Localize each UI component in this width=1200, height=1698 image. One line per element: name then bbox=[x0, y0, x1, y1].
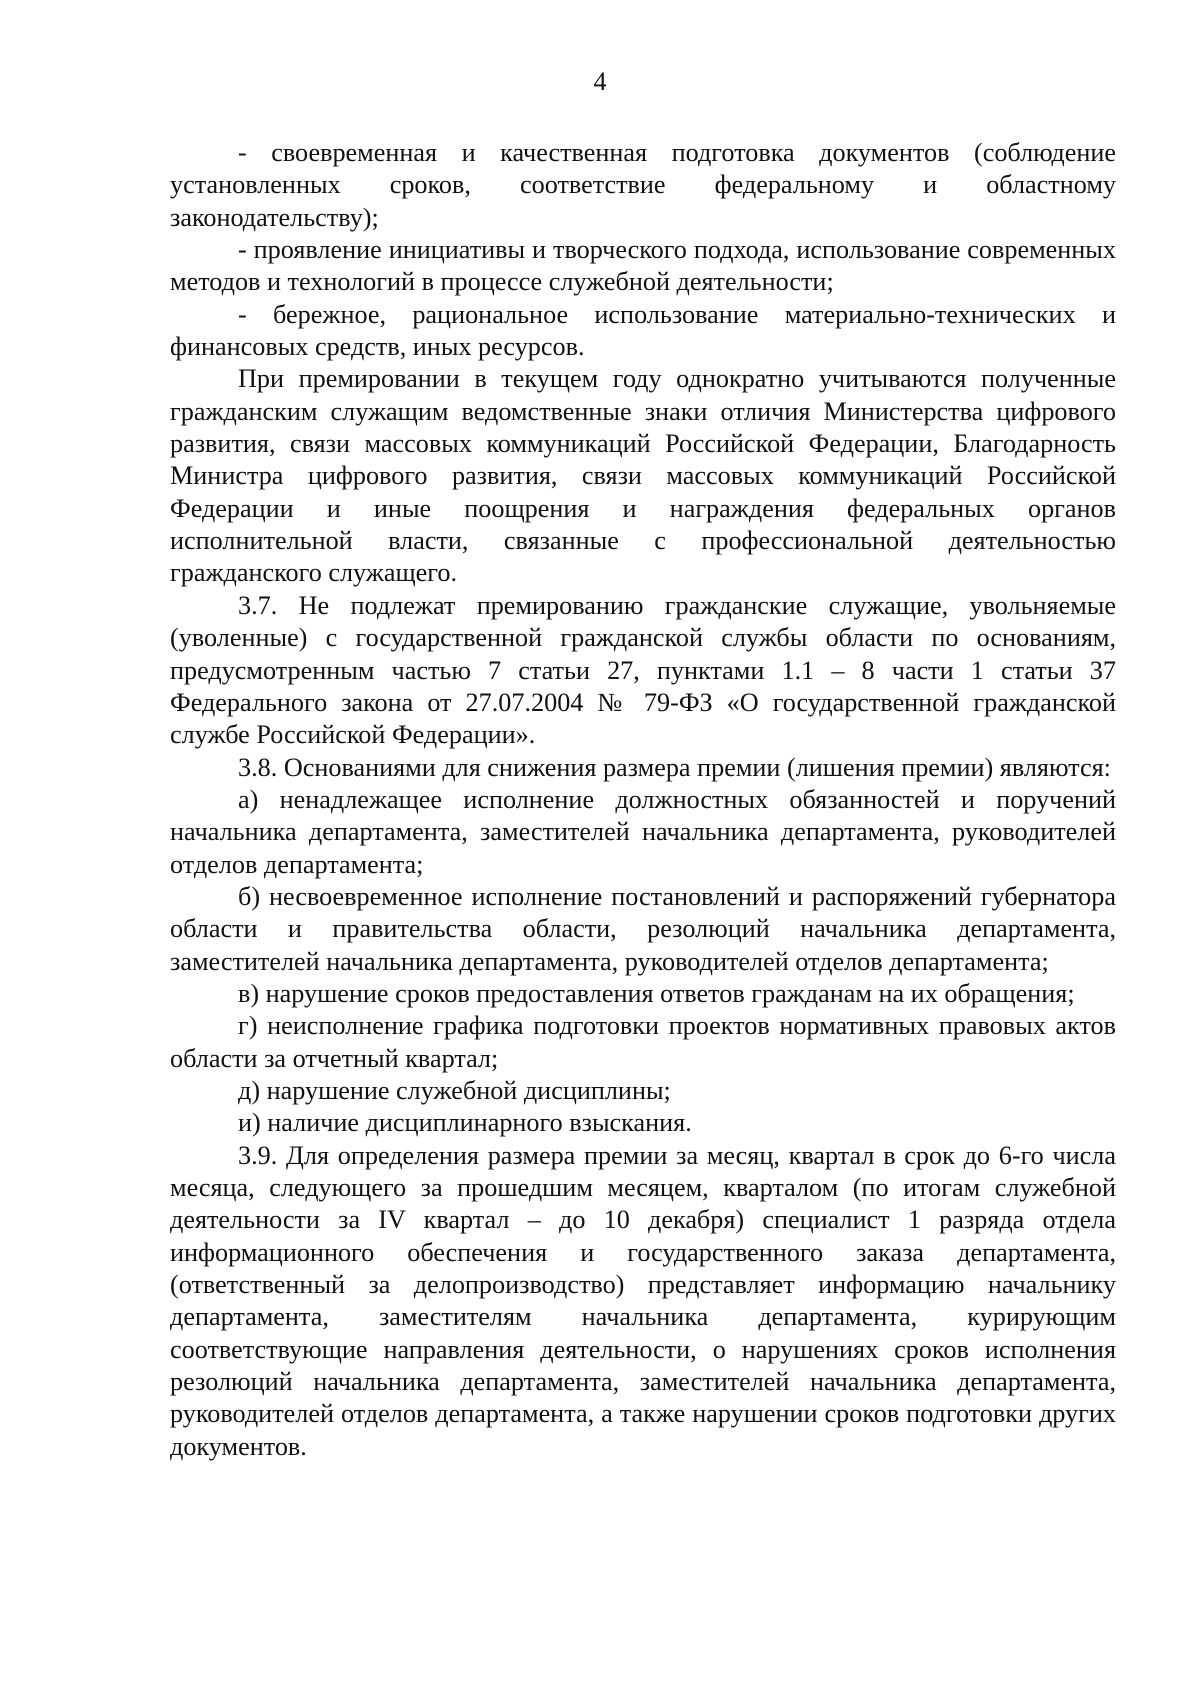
paragraph-resources: - бережное, рациональное использование материально-технических и финансовых средств, иных ресурсов. bbox=[170, 299, 1116, 362]
document-body bbox=[170, 137, 1116, 1463]
paragraph-3-9: 3.9. Для определения размера премии за месяц, квартал в срок до 6-го числа месяца, следующего за прошедшим месяцем, кварталом (по итогам служебной деятельности за IV квартал – до 10 декабря) специалист 1 разряда отдела информационного обеспечения и государственного заказа департамента, (ответственный за делопроизводство) представляет информацию начальнику департамента, заместителям начальника департамента, курирующим соответствующие направления деятельности, о нарушениях сроков исполнения резолюций начальника департамента, заместителей начальника департамента, руководителей отделов департамента, а также нарушении сроков подготовки других документов. bbox=[170, 1140, 1116, 1461]
paragraph-3-8-d: д) нарушение служебной дисциплины; bbox=[238, 1075, 671, 1105]
paragraph-awards: При премировании в текущем году однократно учитываются полученные гражданским служащим ведомственные знаки отличия Министерства цифрового развития, связи массовых коммуникаций Российской Федерации, Благодарность Министра цифрового развития, связи массовых коммуникаций Российской Федерации и иные поощрения и награждения федеральных органов исполнительной власти, связанные с профессиональной деятельностью гражданского служащего. bbox=[170, 364, 1116, 588]
paragraph-3-8-g: г) неисполнение графика подготовки проектов нормативных правовых актов области за отчетный квартал; bbox=[170, 1011, 1116, 1073]
paragraph-3-8-b: б) несвоевременное исполнение постановлений и распоряжений губернатора области и правительства области, резолюций начальника департамента, заместителей начальника департамента, руководителей отделов департамента; bbox=[170, 881, 1116, 976]
page-number: 4 bbox=[593, 67, 607, 96]
paragraph-3-8: 3.8. Основаниями для снижения размера премии (лишения премии) являются: bbox=[238, 752, 1111, 782]
paragraph-3-8-v: в) нарушение сроков предоставления ответов гражданам на их обращения; bbox=[238, 978, 1075, 1008]
paragraph-3-8-a: а) ненадлежащее исполнение должностных обязанностей и поручений начальника департамента, заместителей начальника департамента, руководителей отделов департамента; bbox=[170, 784, 1116, 879]
paragraph-3-8-i: и) наличие дисциплинарного взыскания. bbox=[238, 1108, 692, 1138]
paragraph-deadline-compliance: - своевременная и качественная подготовка документов (соблюдение установленных сроков, соответствие федеральному и областному законодательству); bbox=[170, 138, 1116, 232]
paragraph-initiative: - проявление инициативы и творческого подхода, использование современных методов и технологий в процессе служебной деятельности; bbox=[170, 235, 1116, 297]
paragraph-3-7: 3.7. Не подлежат премированию гражданские служащие, увольняемые (уволенные) с государственной гражданской службы области по основаниям, предусмотренным частью 7 статьи 27, пунктами 1.1 – 8 части 1 статьи 37 Федерального закона от 27.07.2004 № 79-ФЗ «О государственной гражданской службе Российской Федерации». bbox=[170, 590, 1116, 750]
